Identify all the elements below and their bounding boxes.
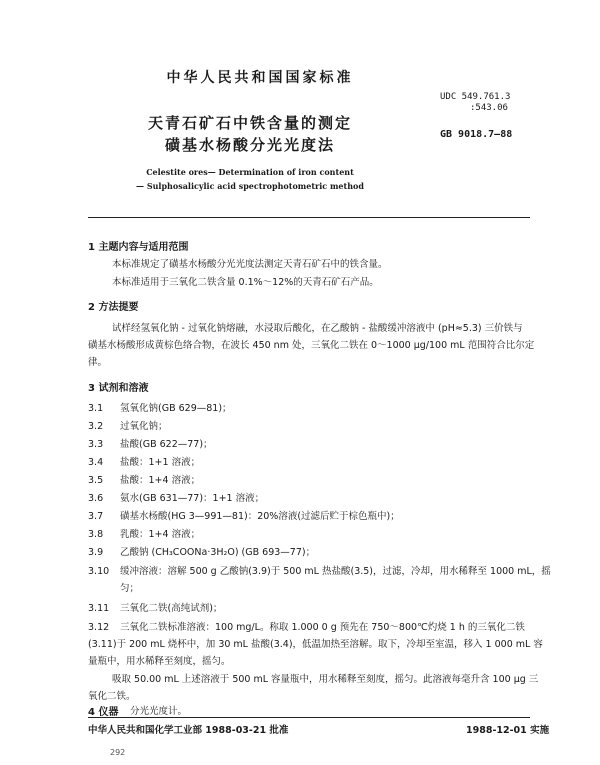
reagent-item (88, 600, 222, 614)
title-chinese-line1: 天青石矿石中铁含量的测定 (147, 114, 352, 132)
reagent-item (88, 418, 168, 432)
item-text-continued: 匀； (120, 583, 140, 594)
item-text-continued: 吸取 50.00 mL 上述溶液于 500 mL 容量瓶中，用水稀释至刻度，摇匀。此溶液每毫升含 100 μg 三 (112, 674, 539, 685)
section-1-paragraph: 本标准规定了磺基水杨酸分光光度法测定天青石矿石中的铁含量。 (112, 259, 388, 270)
item-text-continued: 量瓶中，用水稀释至刻度，摇匀。 (88, 656, 231, 667)
item-number: 3.6 (88, 493, 104, 504)
section-2-paragraph: 试样经氢氧化钠 - 过氧化钠熔融，水浸取后酸化，在乙酸钠 - 盐酸缓冲溶液中 (pH≈5.3) 三价铁与 (112, 323, 523, 334)
item-number: 3.4 (88, 457, 104, 468)
reagent-item (88, 508, 400, 522)
standard-category: 中华人民共和国国家标准 (166, 70, 354, 86)
item-text: 氢氧化钠(GB 629—81)； (120, 403, 232, 414)
title-english-line2: — Sulphosalicylic acid spectrophotometric method (136, 181, 364, 191)
reagent-item (88, 544, 315, 558)
approval-line: 中华人民共和国化学工业部 1988-03-21 批准 (88, 725, 289, 736)
reagent-item (88, 436, 213, 450)
title-chinese-line2: 磺基水杨酸分光光度法 (164, 136, 335, 154)
reagent-item (88, 472, 200, 486)
item-text-continued: 氧化二铁。 (88, 691, 136, 702)
item-number: 3.11 (88, 603, 110, 614)
udc-code-continued: :543.06 (470, 103, 508, 113)
section-1-paragraph: 本标准适用于三氧化二铁含量 0.1%～12%的天青石矿石产品。 (112, 277, 379, 288)
section-2-paragraph: 律。 (88, 357, 108, 368)
item-number: 3.3 (88, 439, 104, 450)
item-text: 盐酸：1+4 溶液； (120, 475, 201, 486)
section-1-heading: 1 主题内容与适用范围 (88, 242, 189, 253)
section-4-paragraph: 分光光度计。 (130, 706, 188, 717)
item-text: 磺基水杨酸(HG 3—991—81)：20%溶液(过滤后贮于棕色瓶中)； (120, 511, 400, 522)
reagent-item (88, 526, 200, 540)
reagent-item (88, 619, 525, 633)
item-number: 3.12 (88, 622, 110, 633)
reagent-item (88, 454, 200, 468)
section-2-heading: 2 方法提要 (88, 302, 139, 313)
gb-number: GB 9018.7—88 (440, 129, 513, 140)
udc-code: UDC 549.761.3 (440, 92, 511, 102)
item-number: 3.9 (88, 547, 104, 558)
item-text: 盐酸：1+1 溶液； (120, 457, 201, 468)
header-divider (88, 217, 530, 218)
page-number: 292 (110, 748, 126, 757)
item-number: 3.5 (88, 475, 104, 486)
item-text: 氨水(GB 631—77)：1+1 溶液； (120, 493, 265, 504)
item-text: 缓冲溶液：溶解 500 g 乙酸钠(3.9)于 500 mL 热盐酸(3.5)，过滤，冷却，用水稀释至 1000 mL，摇 (120, 566, 551, 577)
reagent-item (88, 400, 232, 414)
item-number: 3.1 (88, 403, 104, 414)
item-number: 3.8 (88, 529, 104, 540)
item-number: 3.2 (88, 421, 104, 432)
implementation-date: 1988-12-01 实施 (466, 725, 550, 736)
item-text: 三氧化二铁标准溶液：100 mg/L。称取 1.000 0 g 预先在 750～800℃灼烧 1 h 的三氧化二铁 (120, 622, 525, 633)
footer-divider (88, 717, 530, 718)
reagent-item (88, 563, 551, 577)
section-2-paragraph: 磺基水杨酸形成黄棕色络合物，在波长 450 nm 处，三氧化二铁在 0～1000 μg/100 mL 范围符合比尔定 (88, 340, 535, 351)
item-text: 乳酸：1+4 溶液； (120, 529, 201, 540)
section-3-heading: 3 试剂和溶液 (88, 383, 149, 394)
reagent-item (88, 490, 264, 504)
item-text: 乙酸钠 (CH₃COONa·3H₂O) (GB 693—77)； (120, 547, 316, 558)
title-english-line1: Celestite ores— Determination of iron content (146, 167, 354, 177)
item-text: 过氧化钠； (120, 421, 168, 432)
item-number: 3.7 (88, 511, 104, 522)
item-text: 盐酸(GB 622—77)； (120, 439, 213, 450)
item-text: 三氧化二铁(高纯试剂)； (120, 603, 223, 614)
item-text-continued: (3.11)于 200 mL 烧杯中，加 30 mL 盐酸(3.4)，低温加热至溶解。取下，冷却至室温，移入 1 000 mL 容 (88, 639, 543, 650)
section-4-heading: 4 仪器 (88, 707, 119, 718)
item-number: 3.10 (88, 566, 110, 577)
